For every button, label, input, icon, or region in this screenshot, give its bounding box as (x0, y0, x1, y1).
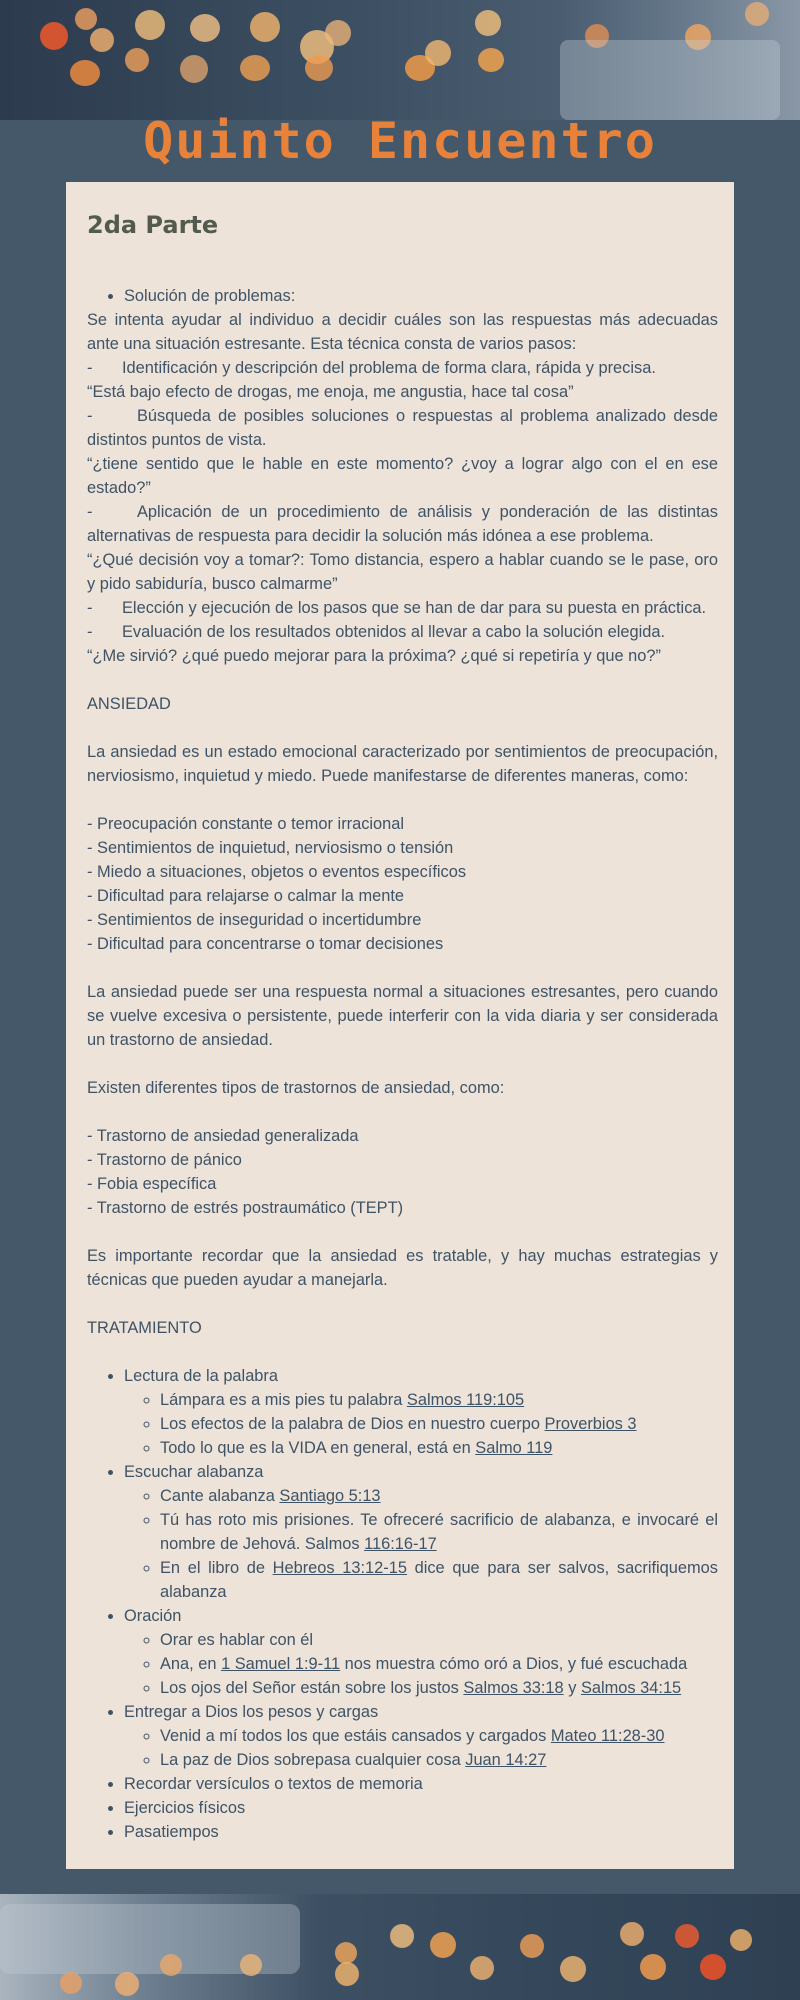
list-item: - Preocupación constante o temor irracional (87, 815, 405, 833)
step-2: - Búsqueda de posibles soluciones o respuestas al problema analizado desde distintos puntos de vista. (87, 407, 718, 449)
list-item: • Entregar a Dios los pesos y cargas ◦ Venid a mí todos los que estáis cansados y cargados Mateo 11:28-30 ◦ La paz de Dios sobrepasa cualquier cosa Juan 14:27 (124, 1700, 718, 1772)
list-item: ◦ Tú has roto mis prisiones. Te ofreceré sacrificio de alabanza, e invocaré el nombre de Jehová. Salmos 116:16-17 (160, 1508, 718, 1556)
anxiety-closing: Es importante recordar que la ansiedad es tratable, y hay muchas estrategias y técnicas que pueden ayudar a manejarla. (87, 1247, 718, 1289)
list-item: - Trastorno de estrés postraumático (TEPT) (87, 1199, 404, 1217)
list-item: • Pasatiempos (124, 1820, 718, 1844)
reading-sublist (124, 1388, 718, 1460)
scripture-link[interactable]: Santiago 5:13 (279, 1487, 381, 1505)
list-item: • Oración ◦ Orar es hablar con él ◦ Ana, en 1 Samuel 1:9-11 nos muestra cómo oró a Dios, y fué escuchada ◦ Los ojos del Señor están sobre los justos Salmos 33:18 y Salmos 34:15 (124, 1604, 718, 1700)
list-item: • Ejercicios físicos (124, 1796, 718, 1820)
scripture-link[interactable]: Mateo 11:28-30 (550, 1727, 665, 1745)
praise-sublist (124, 1484, 718, 1604)
problem-solving-list (87, 284, 718, 308)
quote-3: “¿Qué decisión voy a tomar?: Tomo distancia, espero a hablar cuando se le pase, oro y pido sabiduría, busco calmarme” (87, 551, 718, 593)
list-item: - Trastorno de pánico (87, 1151, 242, 1169)
list-item: ◦ Los efectos de la palabra de Dios en nuestro cuerpo Proverbios 3 (160, 1412, 718, 1436)
list-item: ◦ En el libro de Hebreos 13:12-15 dice que para ser salvos, sacrifiquemos alabanza (160, 1556, 718, 1604)
scripture-link[interactable]: Salmos 119:105 (406, 1391, 525, 1409)
list-item: - Miedo a situaciones, objetos o eventos específicos (87, 863, 467, 881)
part-title: 2da Parte (87, 211, 219, 239)
list-item: ◦ Lámpara es a mis pies tu palabra Salmos 119:105 (160, 1388, 718, 1412)
scripture-link[interactable]: Salmos 34:15 (580, 1679, 682, 1697)
list-item: ◦ La paz de Dios sobrepasa cualquier cosa Juan 14:27 (160, 1748, 718, 1772)
quote-1: “Está bajo efecto de drogas, me enoja, me angustia, hace tal cosa” (87, 383, 574, 401)
list-item: ◦ Venid a mí todos los que estáis cansados y cargados Mateo 11:28-30 (160, 1724, 718, 1748)
scripture-link[interactable]: Salmos 33:18 (463, 1679, 564, 1697)
anxiety-heading: ANSIEDAD (87, 695, 171, 713)
problem-solving-intro: Se intenta ayudar al individuo a decidir cuáles son las respuestas más adecuadas ante una situación estresante. Esta técnica consta de varios pasos: (87, 311, 718, 353)
list-item: • Recordar versículos o textos de memoria (124, 1772, 718, 1796)
scripture-link[interactable]: Salmo 119 (475, 1439, 553, 1457)
list-item: • Escuchar alabanza ◦ Cante alabanza Santiago 5:13 ◦ Tú has roto mis prisiones. Te ofreceré sacrificio de alabanza, e invocaré el nombre de Jehová. Salmos 116:16-17 ◦ En el libro de Hebreos 13:12-15 dice que para ser salvos, sacrifiquemos alabanza (124, 1460, 718, 1604)
list-item: • Lectura de la palabra ◦ Lámpara es a mis pies tu palabra Salmos 119:105 ◦ Los efectos de la palabra de Dios en nuestro cuerpo Proverbios 3 ◦ Todo lo que es la VIDA en general, está en Salmo 119 (124, 1364, 718, 1460)
treatment-heading: TRATAMIENTO (87, 1319, 202, 1337)
scripture-link[interactable]: 1 Samuel 1:9-11 (221, 1655, 341, 1673)
list-item: - Dificultad para relajarse o calmar la mente (87, 887, 405, 905)
anxiety-types-intro: Existen diferentes tipos de trastornos de ansiedad, como: (87, 1079, 505, 1097)
burdens-sublist (124, 1724, 718, 1772)
list-item: - Sentimientos de inseguridad o incertidumbre (87, 911, 422, 929)
bottom-bokeh-banner (0, 1894, 800, 2000)
quote-4: “¿Me sirvió? ¿qué puedo mejorar para la próxima? ¿qué si repetiría y que no?” (87, 647, 661, 665)
step-5: - Evaluación de los resultados obtenidos al llevar a cabo la solución elegida. (87, 623, 666, 641)
step-4: - Elección y ejecución de los pasos que se han de dar para su puesta en práctica. (87, 599, 707, 617)
treatment-list (87, 1364, 718, 1844)
list-item: - Sentimientos de inquietud, nerviosismo o tensión (87, 839, 454, 857)
prayer-sublist (124, 1628, 718, 1700)
list-item: • Solución de problemas: (124, 284, 718, 308)
top-bokeh-banner (0, 0, 800, 120)
list-item: ◦ Cante alabanza Santiago 5:13 (160, 1484, 718, 1508)
quote-2: “¿tiene sentido que le hable en este momento? ¿voy a lograr algo con el en ese estado?” (87, 455, 718, 497)
scripture-link[interactable]: Hebreos 13:12-15 (272, 1559, 407, 1577)
list-item: ◦ Orar es hablar con él (160, 1628, 718, 1652)
list-item: ◦ Ana, en 1 Samuel 1:9-11 nos muestra cómo oró a Dios, y fué escuchada (160, 1652, 718, 1676)
step-1: - Identificación y descripción del problema de forma clara, rápida y precisa. (87, 359, 656, 377)
page-title: Quinto Encuentro (143, 112, 657, 170)
step-3: - Aplicación de un procedimiento de análisis y ponderación de las distintas alternativas de respuesta para decidir la solución más idónea a ese problema. (87, 503, 718, 545)
list-item: - Fobia específica (87, 1175, 217, 1193)
list-item: ◦ Todo lo que es la VIDA en general, está en Salmo 119 (160, 1436, 718, 1460)
content-card (66, 182, 734, 1869)
anxiety-normal: La ansiedad puede ser una respuesta normal a situaciones estresantes, pero cuando se vuelve excesiva o persistente, puede interferir con la vida diaria y ser considerada un trastorno de ansiedad. (87, 983, 718, 1049)
list-item: ◦ Los ojos del Señor están sobre los justos Salmos 33:18 y Salmos 34:15 (160, 1676, 718, 1700)
list-item: - Trastorno de ansiedad generalizada (87, 1127, 359, 1145)
anxiety-intro: La ansiedad es un estado emocional caracterizado por sentimientos de preocupación, nerviosismo, inquietud y miedo. Puede manifestarse de diferentes maneras, como: (87, 743, 718, 785)
scripture-link[interactable]: Proverbios 3 (544, 1415, 637, 1433)
list-item: - Dificultad para concentrarse o tomar decisiones (87, 935, 444, 953)
scripture-link[interactable]: Juan 14:27 (465, 1751, 547, 1769)
scripture-link[interactable]: 116:16-17 (364, 1535, 437, 1553)
